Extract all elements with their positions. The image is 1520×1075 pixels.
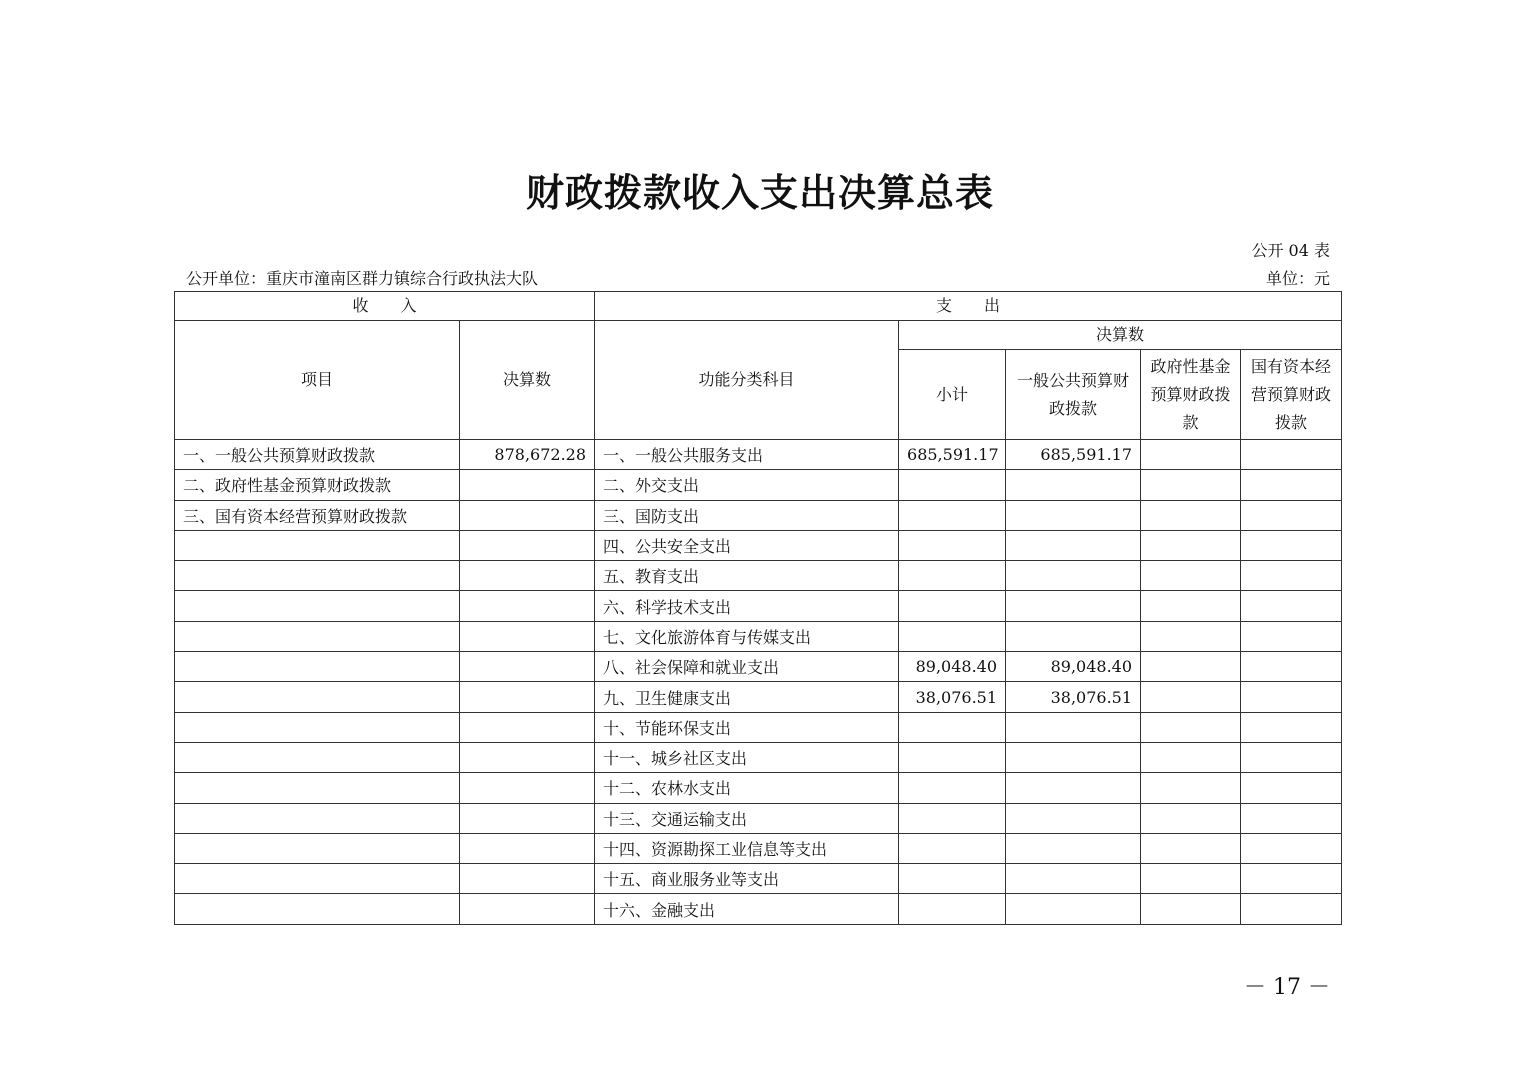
expense-item: 四、公共安全支出 — [595, 530, 899, 560]
general-cell: 685,591.17 — [1006, 440, 1141, 470]
income-item — [175, 561, 460, 591]
income-amount: 878,672.28 — [460, 440, 595, 470]
expense-item: 六、科学技术支出 — [595, 591, 899, 621]
gov-fund-cell — [1141, 440, 1241, 470]
income-header: 收 入 — [175, 292, 595, 321]
table-row — [175, 500, 1342, 530]
income-amount — [460, 621, 595, 651]
gov-fund-cell — [1141, 712, 1241, 742]
table-row — [175, 621, 1342, 651]
unit-line — [186, 266, 1330, 289]
expense-item: 九、卫生健康支出 — [595, 682, 899, 712]
income-amount — [460, 712, 595, 742]
func-category-header: 功能分类科目 — [595, 321, 899, 440]
general-cell — [1006, 894, 1141, 924]
income-item — [175, 621, 460, 651]
income-item: 二、政府性基金预算财政拨款 — [175, 470, 460, 500]
gov-fund-cell — [1141, 652, 1241, 682]
general-cell — [1006, 591, 1141, 621]
table-row — [175, 652, 1342, 682]
expense-item: 八、社会保障和就业支出 — [595, 652, 899, 682]
state-capital-cell — [1241, 561, 1342, 591]
income-item — [175, 803, 460, 833]
general-cell — [1006, 803, 1141, 833]
general-cell — [1006, 742, 1141, 772]
table-row — [175, 773, 1342, 803]
income-amount — [460, 833, 595, 863]
gov-fund-cell — [1141, 803, 1241, 833]
subtotal-cell — [899, 561, 1006, 591]
subtotal-cell — [899, 621, 1006, 651]
expense-item: 十二、农林水支出 — [595, 773, 899, 803]
table-row — [175, 561, 1342, 591]
state-capital-cell — [1241, 864, 1342, 894]
state-capital-cell — [1241, 742, 1342, 772]
general-cell — [1006, 470, 1141, 500]
subtotal-cell — [899, 803, 1006, 833]
gov-fund-cell — [1141, 591, 1241, 621]
income-item — [175, 894, 460, 924]
general-cell — [1006, 712, 1141, 742]
table-row — [175, 803, 1342, 833]
subtotal-cell — [899, 591, 1006, 621]
income-amount — [460, 652, 595, 682]
state-capital-cell — [1241, 773, 1342, 803]
subtotal-cell: 685,591.17 — [899, 440, 1006, 470]
expense-item: 十三、交通运输支出 — [595, 803, 899, 833]
income-amount — [460, 561, 595, 591]
general-cell — [1006, 621, 1141, 651]
income-item — [175, 530, 460, 560]
general-cell — [1006, 833, 1141, 863]
item-header: 项目 — [175, 321, 460, 440]
general-cell: 89,048.40 — [1006, 652, 1141, 682]
table-row — [175, 591, 1342, 621]
income-item — [175, 833, 460, 863]
income-amount — [460, 530, 595, 560]
final-amount-header: 决算数 — [899, 321, 1342, 350]
expense-item: 五、教育支出 — [595, 561, 899, 591]
subtotal-header: 小计 — [899, 350, 1006, 440]
expense-header: 支 出 — [595, 292, 1342, 321]
income-item — [175, 652, 460, 682]
income-amount — [460, 500, 595, 530]
subtotal-cell — [899, 864, 1006, 894]
subtotal-cell — [899, 500, 1006, 530]
expense-item: 十六、金融支出 — [595, 894, 899, 924]
income-amount — [460, 773, 595, 803]
subtotal-cell — [899, 530, 1006, 560]
state-capital-cell — [1241, 803, 1342, 833]
income-amount — [460, 803, 595, 833]
subtotal-cell — [899, 470, 1006, 500]
subtotal-cell — [899, 833, 1006, 863]
income-item: 一、一般公共预算财政拨款 — [175, 440, 460, 470]
table-row — [175, 833, 1342, 863]
expense-item: 十、节能环保支出 — [595, 712, 899, 742]
income-item — [175, 742, 460, 772]
expense-item: 三、国防支出 — [595, 500, 899, 530]
income-item — [175, 591, 460, 621]
expense-item: 一、一般公共服务支出 — [595, 440, 899, 470]
income-item: 三、国有资本经营预算财政拨款 — [175, 500, 460, 530]
income-amount — [460, 894, 595, 924]
table-row — [175, 530, 1342, 560]
state-capital-cell — [1241, 500, 1342, 530]
income-item — [175, 773, 460, 803]
income-item — [175, 864, 460, 894]
income-amount — [460, 470, 595, 500]
state-capital-cell — [1241, 833, 1342, 863]
general-budget-header: 一般公共预算财政拨款 — [1006, 350, 1141, 440]
state-capital-cell — [1241, 530, 1342, 560]
form-number: 公开 04 表 — [1251, 241, 1330, 260]
general-cell — [1006, 773, 1141, 803]
reporting-unit: 公开单位：重庆市潼南区群力镇综合行政执法大队 — [186, 269, 539, 288]
gov-fund-cell — [1141, 470, 1241, 500]
expense-item: 十五、商业服务业等支出 — [595, 864, 899, 894]
table-body — [175, 440, 1342, 925]
subtotal-cell: 89,048.40 — [899, 652, 1006, 682]
table-row — [175, 712, 1342, 742]
general-cell — [1006, 530, 1141, 560]
page-title: 财政拨款收入支出决算总表 — [525, 170, 994, 215]
income-item — [175, 682, 460, 712]
income-amount — [460, 591, 595, 621]
table-row — [175, 894, 1342, 924]
subtotal-cell — [899, 712, 1006, 742]
income-amount — [460, 742, 595, 772]
table-row — [175, 440, 1342, 470]
gov-fund-cell — [1141, 894, 1241, 924]
gov-fund-cell — [1141, 833, 1241, 863]
income-amount-header: 决算数 — [460, 321, 595, 440]
gov-fund-header: 政府性基金预算财政拨款 — [1141, 350, 1241, 440]
subtotal-cell: 38,076.51 — [899, 682, 1006, 712]
state-capital-cell — [1241, 894, 1342, 924]
general-cell — [1006, 500, 1141, 530]
gov-fund-cell — [1141, 773, 1241, 803]
general-cell — [1006, 561, 1141, 591]
gov-fund-cell — [1141, 561, 1241, 591]
state-capital-cell — [1241, 712, 1342, 742]
state-capital-cell — [1241, 621, 1342, 651]
general-cell — [1006, 864, 1141, 894]
general-cell: 38,076.51 — [1006, 682, 1141, 712]
expense-item: 七、文化旅游体育与传媒支出 — [595, 621, 899, 651]
gov-fund-cell — [1141, 682, 1241, 712]
table-row — [175, 864, 1342, 894]
gov-fund-cell — [1141, 500, 1241, 530]
gov-fund-cell — [1141, 621, 1241, 651]
table-row — [175, 742, 1342, 772]
state-capital-cell — [1241, 440, 1342, 470]
state-capital-cell — [1241, 470, 1342, 500]
subtotal-cell — [899, 742, 1006, 772]
state-capital-cell — [1241, 682, 1342, 712]
income-amount — [460, 682, 595, 712]
currency-unit: 单位：元 — [1265, 269, 1330, 288]
expense-item: 二、外交支出 — [595, 470, 899, 500]
subtotal-cell — [899, 773, 1006, 803]
state-capital-cell — [1241, 652, 1342, 682]
gov-fund-cell — [1141, 530, 1241, 560]
gov-fund-cell — [1141, 864, 1241, 894]
state-capital-cell — [1241, 591, 1342, 621]
state-capital-header: 国有资本经营预算财政拨款 — [1241, 350, 1342, 440]
table-row — [175, 470, 1342, 500]
table-row — [175, 682, 1342, 712]
income-item — [175, 712, 460, 742]
budget-table — [174, 291, 1342, 925]
expense-item: 十四、资源勘探工业信息等支出 — [595, 833, 899, 863]
gov-fund-cell — [1141, 742, 1241, 772]
income-amount — [460, 864, 595, 894]
page-number: － 17 － — [1244, 975, 1330, 1000]
expense-item: 十一、城乡社区支出 — [595, 742, 899, 772]
subtotal-cell — [899, 894, 1006, 924]
